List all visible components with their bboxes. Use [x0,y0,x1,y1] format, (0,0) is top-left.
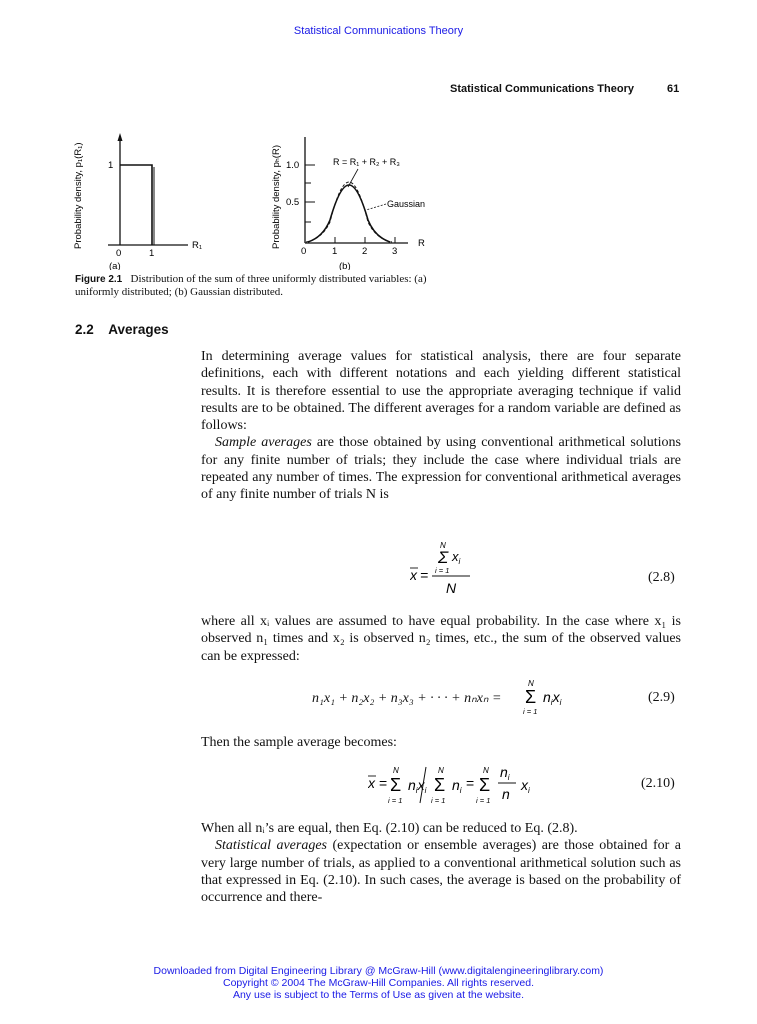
section-heading [75,322,169,337]
svg-text:N: N [393,766,399,775]
svg-text:x: x [368,775,375,791]
svg-text:Σ: Σ [479,775,491,795]
equation-2-8-number: (2.8) [648,570,675,585]
panel-b-x-tick-0: 0 [301,246,307,257]
top-banner-title[interactable]: Statistical Communications Theory [293,25,464,37]
footer-copyright: Copyright © 2004 The McGraw-Hill Companies. All rights reserved. [223,977,534,989]
panel-a-tick-1: 1 [108,160,114,171]
paragraph-6 [201,837,681,906]
panel-b-x-tick-2: 2 [362,246,368,257]
panel-a-y-arrow-icon [118,133,123,141]
body-paragraph-block-3 [201,734,681,751]
paragraph-3: where all xᵢ values are assumed to have equal probability. In the case where x₁ is observed n₁ times and x₂ is observed n₂ times, etc., the sum of the observed values can be expressed: [201,614,681,664]
term-sample-averages: Sample averages [215,435,312,451]
svg-text:N: N [438,766,444,775]
svg-text:Σ: Σ [434,775,446,795]
figure-caption-label: Figure 2.1 [75,274,123,285]
svg-text:=: = [379,775,388,791]
figure-panel-a [73,133,202,270]
svg-text:N: N [528,679,534,688]
figure-panel-b [271,137,425,270]
panel-b-x-tick-3: 3 [392,246,398,257]
svg-text:ni: $n_i$ [500,764,510,782]
footer-download-link[interactable]: Downloaded from Digital Engineering Library @ McGraw-Hill (www.digitalengineeringlibrary.com) [153,965,604,977]
svg-text:ni: $n_i$ [452,777,462,795]
svg-text:i = 1: i = 1 [476,796,491,805]
paragraph-6-text: (expectation or ensemble averages) are those obtained for a very large number of trials, as applied to a conventional arithmetical solution such as that expressed in Eq. (2.10). In such cases, the average is based on the probability of occurrence and there- [201,838,681,906]
panel-a-uniform-curve [120,165,152,245]
panel-a-ylabel: Probability density, p₁(R₁) [73,142,84,249]
panel-b-x-tick-1: 1 [332,246,338,257]
equation-2-9-lhs: n₁x₁ + n₂x₂ + n₃x₃ + · · · + nₙxₙ = [312,691,502,706]
running-head-title: Statistical Communications Theory [450,83,634,95]
panel-b-gaussian-pointer [366,204,386,210]
figure-2-1 [68,125,448,270]
svg-text:i = 1: i = 1 [431,796,446,805]
svg-text:nixi: $n_ix_i$ [408,777,427,795]
paragraph-2-text: are those obtained by using conventional arithmetical solutions for any finite number of trials; they include the case where individual trials are repeated any number of times. The expression for conventional arithmetical averages of any finite number of trials N is [201,435,681,503]
panel-b-ylabel-05: 0.5 [286,197,300,208]
panel-a-x-label: R₁ [192,240,203,251]
panel-b-x-label: R [418,238,425,249]
svg-text:i = 1: i = 1 [435,566,450,575]
panel-b-equation: R = R₁ + R₂ + R₃ [333,157,400,167]
svg-text:x: x [410,567,417,583]
equation-2-8-graphic [410,538,490,598]
panel-b-gaussian-label: Gaussian [387,199,426,209]
equation-2-9-number: (2.9) [648,690,675,705]
svg-text:i = 1: i = 1 [388,796,403,805]
panel-b-label: (b) [339,261,351,270]
svg-text:N: N [440,541,446,550]
svg-text:Σ: Σ [390,775,402,795]
equation-2-8 [410,538,490,598]
body-paragraph-block-1 [201,348,681,504]
panel-b-sum-curve [308,185,390,242]
body-paragraph-block-2 [201,613,681,665]
svg-text:N: N [483,766,489,775]
footer-terms-link[interactable]: Any use is subject to the Terms of Use as given at the website. [232,989,525,1001]
svg-text:i = 1: i = 1 [523,707,538,716]
panel-b-gaussian-curve [306,182,392,242]
panel-a-x-tick-1: 1 [149,248,155,259]
svg-text:Σ: Σ [525,687,537,707]
svg-text:N: N [446,580,457,596]
equation-2-10-number: (2.10) [641,776,675,791]
svg-text:nixi: $n_ix_i$ [543,689,562,707]
equation-2-10 [368,763,548,811]
svg-text:xi: $x_i$ [521,777,530,795]
footer-notice [0,965,757,1001]
figure-caption-text: Distribution of the sum of three uniformly distributed variables: (a) uniformly distributed; (b) Gaussian distributed. [75,273,427,298]
paragraph-2 [201,434,681,503]
svg-text:n: n [502,786,510,802]
panel-a-label: (a) [109,261,121,270]
panel-a-x-tick-0: 0 [116,248,122,259]
paragraph-5: When all nᵢ’s are equal, then Eq. (2.10) can be reduced to Eq. (2.8). [201,821,578,836]
svg-text:=: = [466,775,475,791]
svg-text:=: = [420,567,429,583]
svg-text:xi: $x_i$ [452,549,461,566]
svg-text:Σ: Σ [438,548,449,567]
page-number: 61 [667,83,680,95]
paragraph-4: Then the sample average becomes: [201,735,397,750]
section-title: Averages [108,322,169,337]
body-paragraph-block-4 [201,820,681,906]
panel-b-ylabel: Probability density, pₕ(R) [271,145,282,249]
figure-caption [75,273,455,299]
section-number: 2.2 [75,322,94,337]
paragraph-1: In determining average values for statistical analysis, there are four separate definitions, each with different notations and each yielding different statistical results. It is therefore essential to use the appropriate averaging technique if valid results are to be obtained. The different averages for a random variable are defined as follows: [201,349,681,434]
term-statistical-averages: Statistical averages [215,838,328,854]
equation-2-9-sum [523,676,583,716]
panel-b-ylabel-10: 1.0 [286,160,300,171]
